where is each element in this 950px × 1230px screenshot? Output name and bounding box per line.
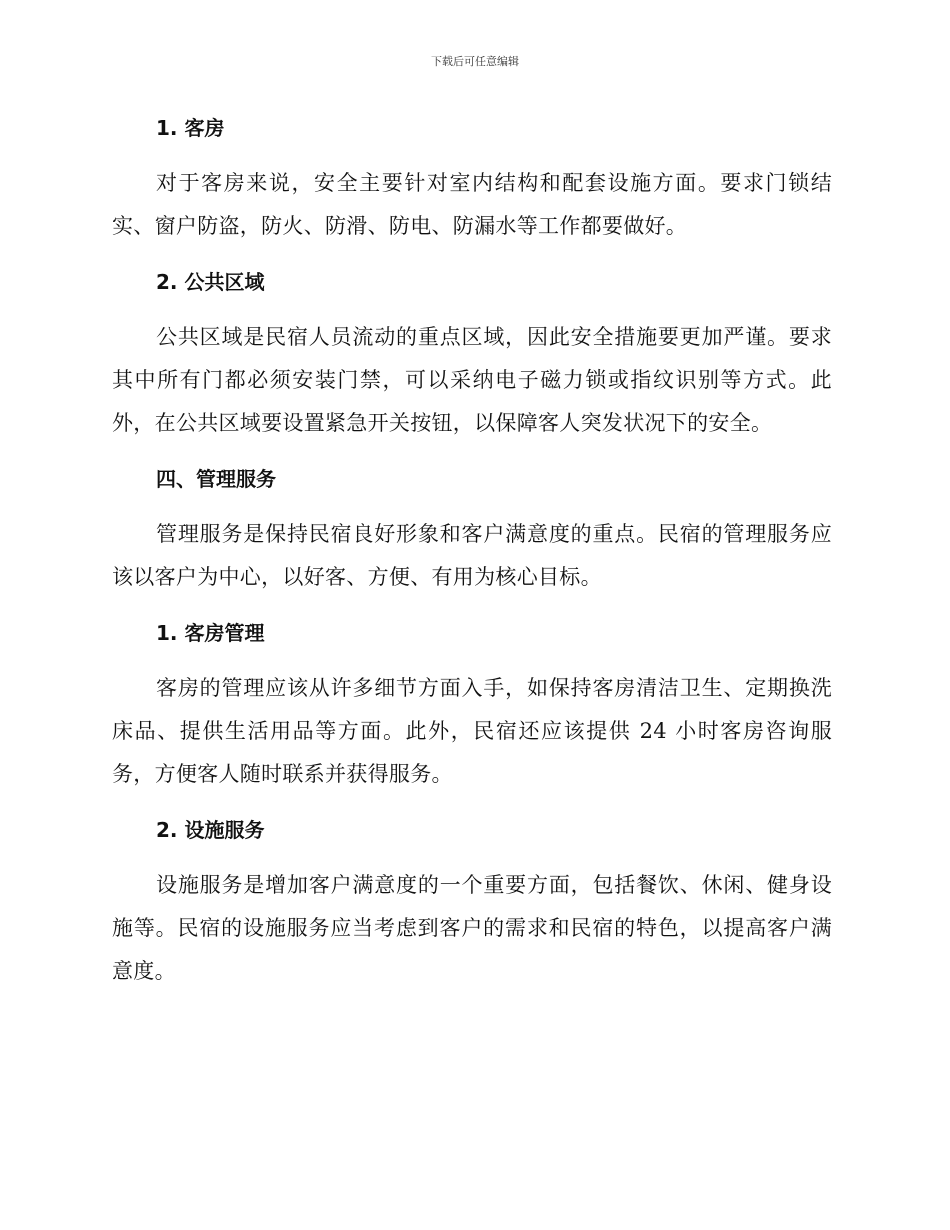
paragraph-management-service: 管理服务是保持民宿良好形象和客户满意度的重点。民宿的管理服务应该以客户为中心，以好客、方便、有用为核心目标。: [112, 522, 832, 589]
paragraph-public-area-safety: 公共区域是民宿人员流动的重点区域，因此安全措施要更加严谨。要求其中所有门都必须安装门禁，可以采纳电子磁力锁或指纹识别等方式。此外，在公共区域要设置紧急开关按钮，以保障客人突发状况下的安全。: [112, 325, 832, 435]
page-header: 下载后可任意编辑: [431, 55, 519, 68]
paragraph-room-management: 客房的管理应该从许多细节方面入手，如保持客房清洁卫生、定期换洗床品、提供生活用品等方面。此外，民宿还应该提供 24 小时客房咨询服务，方便客人随时联系并获得服务。: [112, 676, 832, 786]
document-body: [112, 110, 832, 993]
heading-guest-room: 1. 客房: [156, 116, 225, 140]
heading-facility-service: 2. 设施服务: [156, 818, 265, 842]
paragraph-guest-room-safety: 对于客房来说，安全主要针对室内结构和配套设施方面。要求门锁结实、窗户防盗，防火、防滑、防电、防漏水等工作都要做好。: [112, 171, 832, 238]
heading-management-service: 四、管理服务: [156, 467, 276, 491]
paragraph-facility-service: 设施服务是增加客户满意度的一个重要方面，包括餐饮、休闲、健身设施等。民宿的设施服务应当考虑到客户的需求和民宿的特色，以提高客户满意度。: [112, 873, 832, 983]
heading-public-area: 2. 公共区域: [156, 270, 265, 294]
heading-room-management: 1. 客房管理: [156, 621, 265, 645]
